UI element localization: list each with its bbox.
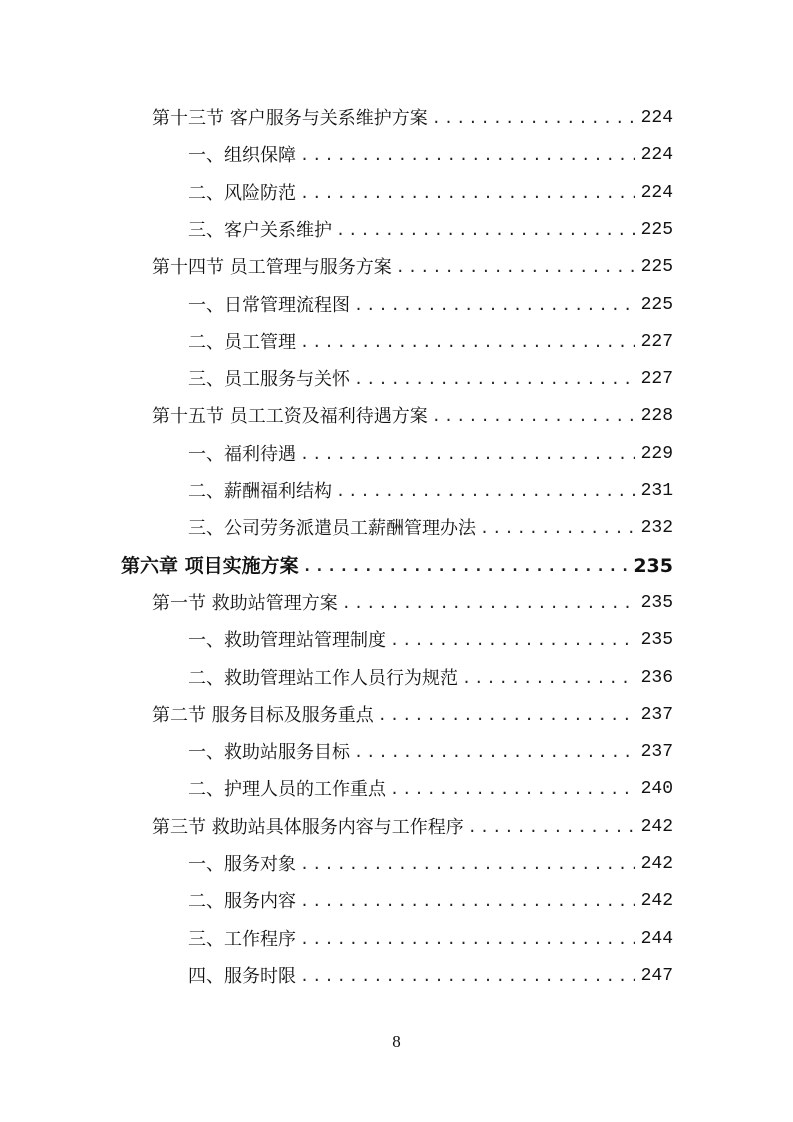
toc-entry-title: 二、风险防范 bbox=[188, 182, 296, 204]
toc-subsection-entry[interactable] bbox=[188, 660, 673, 697]
toc-entry-page: 235 bbox=[640, 592, 673, 613]
toc-entry-title: 一、服务对象 bbox=[188, 854, 296, 875]
toc-dot-leader bbox=[300, 883, 635, 920]
toc-entry-page: 242 bbox=[640, 854, 673, 874]
toc-entry-page: 224 bbox=[640, 145, 673, 166]
toc-entry-title: 三、工作程序 bbox=[188, 928, 296, 950]
toc-dot-leader bbox=[354, 287, 635, 324]
toc-entry-page: 227 bbox=[640, 369, 673, 390]
toc-entry-title: 二、薪酬福利结构 bbox=[188, 481, 332, 502]
toc-dot-leader bbox=[390, 622, 635, 659]
toc-dot-leader bbox=[432, 100, 635, 137]
toc-entry-title: 第二节 服务目标及服务重点 bbox=[152, 704, 374, 726]
toc-section-entry[interactable] bbox=[152, 809, 673, 846]
toc-subsection-entry[interactable] bbox=[188, 921, 673, 958]
toc-dot-leader bbox=[378, 697, 635, 734]
toc-dot-leader bbox=[300, 436, 635, 473]
toc-dot-leader bbox=[300, 921, 635, 958]
toc-dot-leader bbox=[336, 212, 635, 249]
toc-entry-title: 四、服务时限 bbox=[188, 965, 296, 987]
toc-entry-title: 二、救助管理站工作人员行为规范 bbox=[188, 667, 458, 689]
toc-section-entry[interactable] bbox=[152, 398, 673, 435]
toc-entry-page: 242 bbox=[640, 816, 673, 837]
toc-dot-leader bbox=[300, 137, 635, 174]
toc-dot-leader bbox=[300, 175, 635, 212]
toc-section-entry[interactable] bbox=[152, 249, 673, 286]
toc-entry-title: 三、客户关系维护 bbox=[188, 219, 332, 241]
toc-subsection-entry[interactable] bbox=[188, 137, 673, 174]
toc-entry-page: 225 bbox=[640, 257, 673, 278]
toc-subsection-entry[interactable] bbox=[188, 436, 673, 473]
toc-entry-page: 235 bbox=[633, 554, 673, 577]
toc-entry-title: 第三节 救助站具体服务内容与工作程序 bbox=[152, 816, 464, 838]
toc-subsection-entry[interactable] bbox=[188, 212, 673, 249]
toc-entry-page: 237 bbox=[640, 742, 673, 763]
toc-entry-page: 242 bbox=[640, 891, 673, 912]
toc-entry-page: 225 bbox=[640, 294, 673, 315]
toc-dot-leader bbox=[342, 585, 635, 622]
toc-subsection-entry[interactable] bbox=[188, 883, 673, 920]
toc-section-entry[interactable] bbox=[152, 585, 673, 622]
toc-entry-page: 235 bbox=[640, 630, 673, 651]
toc-dot-leader bbox=[468, 809, 635, 846]
toc-entry-page: 236 bbox=[640, 667, 673, 688]
toc-section-entry[interactable] bbox=[152, 697, 673, 734]
toc-dot-leader bbox=[300, 324, 635, 361]
toc-entry-title: 一、福利待遇 bbox=[188, 443, 296, 465]
toc-entry-title: 第十四节 员工管理与服务方案 bbox=[152, 257, 392, 279]
toc-entry-title: 二、服务内容 bbox=[188, 891, 296, 913]
toc-subsection-entry[interactable] bbox=[188, 510, 673, 547]
toc-dot-leader bbox=[396, 249, 635, 286]
toc-subsection-entry[interactable] bbox=[188, 175, 673, 212]
toc-entry-title: 第一节 救助站管理方案 bbox=[152, 592, 338, 614]
toc-entry-title: 一、日常管理流程图 bbox=[188, 294, 350, 316]
toc-entry-page: 227 bbox=[640, 331, 673, 352]
toc-entry-title: 第十三节 客户服务与关系维护方案 bbox=[152, 108, 428, 129]
toc-dot-leader bbox=[300, 958, 635, 995]
toc-entry-page: 225 bbox=[640, 219, 673, 240]
toc-dot-leader bbox=[300, 846, 635, 883]
toc-entry-page: 231 bbox=[640, 481, 673, 501]
toc-entry-title: 三、公司劳务派遣员工薪酬管理办法 bbox=[188, 518, 476, 540]
toc-entry-title: 一、救助管理站管理制度 bbox=[188, 630, 386, 652]
toc-subsection-entry[interactable] bbox=[188, 771, 673, 808]
toc-subsection-entry[interactable] bbox=[188, 958, 673, 995]
toc-section-entry[interactable] bbox=[152, 100, 673, 137]
toc-dot-leader bbox=[462, 660, 635, 697]
toc-subsection-entry[interactable] bbox=[188, 734, 673, 771]
toc-dot-leader bbox=[480, 510, 635, 547]
toc-chapter-entry[interactable] bbox=[121, 548, 673, 585]
toc-dot-leader bbox=[354, 734, 635, 771]
toc-entry-page: 232 bbox=[640, 518, 673, 539]
toc-dot-leader bbox=[354, 361, 635, 398]
toc-entry-page: 228 bbox=[640, 406, 673, 427]
toc-subsection-entry[interactable] bbox=[188, 622, 673, 659]
toc-entry-page: 237 bbox=[640, 704, 673, 725]
toc-subsection-entry[interactable] bbox=[188, 473, 673, 510]
toc-dot-leader bbox=[303, 548, 628, 585]
toc-entry-page: 229 bbox=[640, 443, 673, 464]
toc-entry-page: 224 bbox=[640, 182, 673, 203]
toc-entry-page: 244 bbox=[640, 928, 673, 949]
toc-entry-page: 224 bbox=[640, 108, 673, 128]
toc-subsection-entry[interactable] bbox=[188, 846, 673, 883]
toc-entry-title: 一、救助站服务目标 bbox=[188, 742, 350, 764]
toc-entry-title: 第六章 项目实施方案 bbox=[121, 554, 299, 577]
toc-subsection-entry[interactable] bbox=[188, 361, 673, 398]
toc-entry-title: 第十五节 员工工资及福利待遇方案 bbox=[152, 406, 428, 428]
toc-entry-title: 三、员工服务与关怀 bbox=[188, 369, 350, 391]
toc-entry-title: 二、护理人员的工作重点 bbox=[188, 779, 386, 801]
toc-entry-title: 一、组织保障 bbox=[188, 145, 296, 167]
toc-subsection-entry[interactable] bbox=[188, 324, 673, 361]
toc-dot-leader bbox=[432, 398, 635, 435]
page-number: 8 bbox=[392, 1032, 401, 1051]
toc-dot-leader bbox=[336, 473, 635, 510]
toc-subsection-entry[interactable] bbox=[188, 287, 673, 324]
toc-entry-title: 二、员工管理 bbox=[188, 331, 296, 353]
toc-entry-page: 240 bbox=[640, 779, 673, 800]
toc-entry-page: 247 bbox=[640, 965, 673, 986]
toc-dot-leader bbox=[390, 771, 635, 808]
